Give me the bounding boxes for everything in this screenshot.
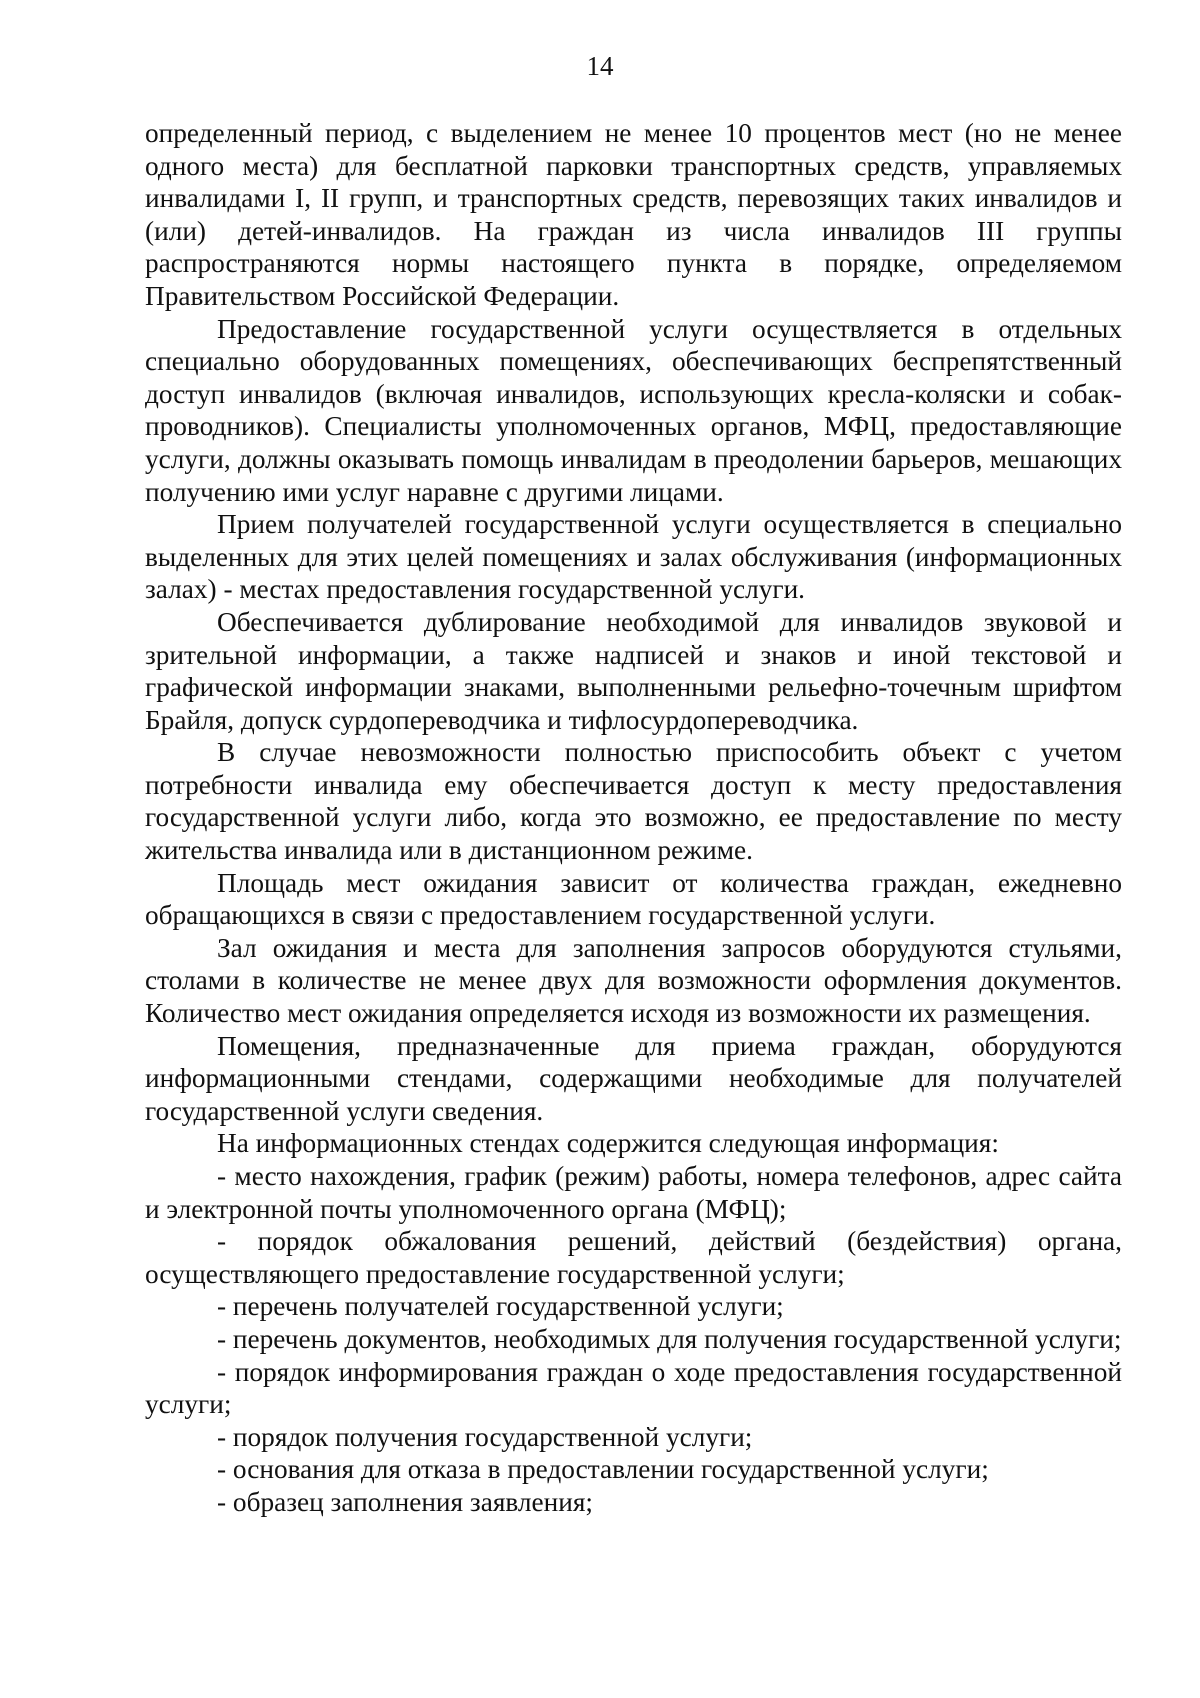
paragraph-waiting-hall: Зал ожидания и места для заполнения запросов оборудуются стульями, столами в количестве не менее двух для возможности оформления документов. Количество мест ожидания определяется исходя из возможности их размещения. xyxy=(145,932,1122,1029)
paragraph-information-duplication: Обеспечивается дублирование необходимой для инвалидов звуковой и зрительной информации, а также надписей и знаков и иной текстовой и графической информации знаками, выполненными рельефно-точечным шрифтом Брайля, допуск сурдопереводчика и тифлосурдопереводчика. xyxy=(145,606,1122,735)
list-item-recipients: - перечень получателей государственной услуги; xyxy=(217,1291,784,1322)
paragraph-parking: определенный период, с выделением не менее 10 процентов мест (но не менее одного места) для бесплатной парковки транспортных средств, управляемых инвалидами I, II групп, и транспортных средств, перевозящих таких инвалидов и (или) детей-инвалидов. На граждан из числа инвалидов III группы распространяются нормы настоящего пункта в порядке, определяемом Правительством Российской Федерации. xyxy=(145,118,1122,311)
list-item-required-documents: - перечень документов, необходимых для получения государственной услуги; xyxy=(217,1323,1122,1354)
document-body xyxy=(145,117,1122,1519)
paragraph-information-stands: Помещения, предназначенные для приема граждан, оборудуются информационными стендами, содержащими необходимые для получателей государственной услуги сведения. xyxy=(145,1030,1122,1126)
page-number: 14 xyxy=(586,51,614,81)
list-item-appeal-procedure: - порядок обжалования решений, действий (бездействия) органа, осуществляющего предоставление государственной услуги; xyxy=(145,1226,1122,1289)
list-item-information-procedure: - порядок информирования граждан о ходе предоставления государственной услуги; xyxy=(145,1356,1122,1420)
paragraph-remote-service: В случае невозможности полностью приспособить объект с учетом потребности инвалида ему обеспечивается доступ к месту предоставления государственной услуги либо, когда это возможно, ее предоставление по месту жительства инвалида или в дистанционном режиме. xyxy=(145,737,1122,866)
list-item-location-schedule: - место нахождения, график (режим) работы, номера телефонов, адрес сайта и электронной почты уполномоченного органа (МФЦ); xyxy=(145,1161,1122,1224)
list-item-application-sample: - образец заполнения заявления; xyxy=(217,1486,593,1517)
paragraph-reception: Прием получателей государственной услуги осуществляется в специально выделенных для этих целей помещениях и залах обслуживания (информационных залах) - местах предоставления государственной услуги. xyxy=(145,509,1122,605)
paragraph-stand-contents-intro: На информационных стендах содержится следующая информация: xyxy=(217,1128,999,1159)
paragraph-premises-access: Предоставление государственной услуги осуществляется в отдельных специально оборудованных помещениях, обеспечивающих беспрепятственный доступ инвалидов (включая инвалидов, использующих кресла-коляски и собак-проводников). Специалисты уполномоченных органов, МФЦ, предоставляющие услуги, должны оказывать помощь инвалидам в преодолении барьеров, мешающих получению ими услуг наравне с другими лицами. xyxy=(145,313,1122,507)
list-item-refusal-grounds: - основания для отказа в предоставлении государственной услуги; xyxy=(217,1454,989,1485)
paragraph-waiting-area: Площадь мест ожидания зависит от количества граждан, ежедневно обращающихся в связи с предоставлением государственной услуги. xyxy=(145,867,1122,931)
list-item-receipt-procedure: - порядок получения государственной услуги; xyxy=(217,1421,753,1452)
